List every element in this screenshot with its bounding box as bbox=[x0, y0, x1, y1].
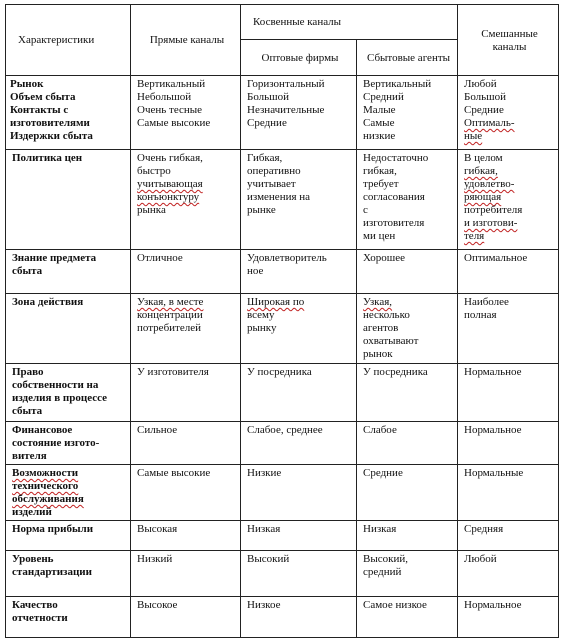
row-characteristic-cell bbox=[6, 465, 131, 521]
table-row bbox=[6, 364, 559, 422]
cell-text-line: изделий bbox=[12, 506, 52, 518]
cell-text-line: Большой bbox=[247, 91, 290, 103]
cell-agents bbox=[357, 250, 458, 294]
cell-text-line: Знание предмета bbox=[12, 252, 97, 264]
cell-text-line: Наиболее bbox=[464, 296, 509, 308]
cell-text-line: Средняя bbox=[464, 523, 504, 535]
row-characteristic-cell bbox=[6, 294, 131, 364]
cell-text-line: Большой bbox=[464, 91, 507, 103]
cell-mixed bbox=[458, 250, 559, 294]
cell-text-line: рынок bbox=[363, 348, 393, 360]
cell-text-line: Самое низкое bbox=[363, 599, 427, 611]
cell-text-line: конъюнктуру bbox=[137, 191, 200, 203]
cell-direct bbox=[131, 250, 241, 294]
cell-text-line: всему bbox=[247, 309, 275, 321]
cell-agents bbox=[357, 521, 458, 551]
cell-text-line: рынка bbox=[137, 204, 166, 216]
row-characteristic-cell bbox=[6, 250, 131, 294]
cell-agents bbox=[357, 364, 458, 422]
row-characteristic-cell bbox=[6, 364, 131, 422]
cell-text-line: Оптималь- bbox=[464, 117, 515, 129]
cell-text-line: Самые высокие bbox=[137, 117, 211, 129]
cell-wholesale bbox=[241, 150, 357, 250]
cell-text-line: Средний bbox=[363, 91, 404, 103]
cell-text-line: полная bbox=[464, 309, 497, 321]
cell-text-line: Гибкая, bbox=[247, 152, 283, 164]
cell-text-line: гибкая, bbox=[363, 165, 397, 177]
cell-text-line: средний bbox=[363, 566, 402, 578]
row-characteristic-cell bbox=[6, 551, 131, 597]
cell-text-line: Слабое, среднее bbox=[247, 424, 323, 436]
cell-agents bbox=[357, 597, 458, 638]
cell-text-line: Вертикальный bbox=[137, 78, 206, 90]
cell-text-line: Высокое bbox=[137, 599, 178, 611]
cell-text-line: Сильное bbox=[137, 424, 178, 436]
header-direct-channels: Прямые каналы bbox=[131, 5, 241, 76]
cell-text-line: Уровень bbox=[12, 553, 54, 565]
cell-text-line: изменения на bbox=[247, 191, 311, 203]
cell-text-line: ное bbox=[247, 265, 264, 277]
cell-text-line: сбыта bbox=[12, 265, 43, 277]
cell-mixed bbox=[458, 597, 559, 638]
table-row bbox=[6, 551, 559, 597]
cell-text-line: Узкая, bbox=[363, 296, 393, 308]
cell-text-line: Право bbox=[12, 366, 44, 378]
cell-mixed bbox=[458, 76, 559, 150]
cell-text-line: Нормальное bbox=[464, 366, 522, 378]
table-row bbox=[6, 521, 559, 551]
cell-text-line: Очень тесные bbox=[137, 104, 203, 116]
cell-text-line: Очень гибкая, bbox=[137, 152, 203, 164]
cell-text-line: ряющая bbox=[464, 191, 502, 203]
cell-text-line: Издержки сбыта bbox=[10, 130, 93, 142]
cell-text-line: Горизонтальный bbox=[247, 78, 325, 90]
cell-text-line: Средние bbox=[464, 104, 504, 116]
cell-text-line: состояние изгото- bbox=[12, 437, 100, 449]
cell-text-line: Узкая, в месте bbox=[137, 296, 204, 308]
cell-direct bbox=[131, 465, 241, 521]
cell-wholesale bbox=[241, 364, 357, 422]
cell-direct bbox=[131, 76, 241, 150]
header-mixed-channels: Смешанные каналы bbox=[458, 5, 559, 76]
cell-text-line: концентрации bbox=[137, 309, 203, 321]
cell-text-line: Качество bbox=[12, 599, 58, 611]
cell-text-line: Финансовое bbox=[12, 424, 73, 436]
cell-text-line: Средние bbox=[247, 117, 287, 129]
cell-text-line: Отличное bbox=[137, 252, 183, 264]
cell-text-line: Самые высокие bbox=[137, 467, 211, 479]
cell-text-line: Нормальные bbox=[464, 467, 524, 479]
cell-text-line: Средние bbox=[363, 467, 403, 479]
cell-text-line: несколько bbox=[363, 309, 410, 321]
cell-text-line: рынке bbox=[247, 204, 276, 216]
cell-mixed bbox=[458, 521, 559, 551]
cell-direct bbox=[131, 150, 241, 250]
cell-text-line: низкие bbox=[363, 130, 396, 142]
cell-agents bbox=[357, 150, 458, 250]
cell-text-line: отчетности bbox=[12, 612, 68, 624]
cell-text-line: Широкая по bbox=[247, 296, 305, 308]
cell-text-line: с bbox=[363, 204, 368, 216]
cell-wholesale bbox=[241, 76, 357, 150]
cell-text-line: ные bbox=[464, 130, 483, 142]
cell-text-line: Зона действия bbox=[12, 296, 84, 308]
cell-direct bbox=[131, 294, 241, 364]
cell-text-line: учитывающая bbox=[137, 178, 203, 190]
cell-text-line: Нормальное bbox=[464, 424, 522, 436]
cell-text-line: быстро bbox=[137, 165, 171, 177]
cell-text-line: Контакты с изготовителями bbox=[10, 104, 90, 129]
cell-wholesale bbox=[241, 465, 357, 521]
cell-mixed bbox=[458, 422, 559, 465]
cell-text-line: оперативно bbox=[247, 165, 301, 177]
cell-wholesale bbox=[241, 597, 357, 638]
cell-text-line: У изготовителя bbox=[137, 366, 209, 378]
cell-text-line: У посредника bbox=[363, 366, 428, 378]
cell-wholesale bbox=[241, 521, 357, 551]
cell-text-line: Хорошее bbox=[363, 252, 405, 264]
cell-text-line: потребителя bbox=[464, 204, 523, 216]
cell-agents bbox=[357, 551, 458, 597]
cell-text-line: теля bbox=[464, 230, 485, 242]
cell-text-line: и изготови- bbox=[464, 217, 518, 229]
cell-text-line: Вертикальный bbox=[363, 78, 432, 90]
cell-text-line: обслуживания bbox=[12, 493, 84, 505]
table-row bbox=[6, 76, 559, 150]
cell-text-line: Норма прибыли bbox=[12, 523, 94, 535]
cell-text-line: Низкая bbox=[247, 523, 281, 535]
cell-text-line: Нормальное bbox=[464, 599, 522, 611]
cell-direct bbox=[131, 364, 241, 422]
row-characteristic-cell bbox=[6, 422, 131, 465]
header-characteristics: Характеристики bbox=[6, 5, 131, 76]
cell-text-line: требует bbox=[363, 178, 399, 190]
cell-text-line: Низкие bbox=[247, 467, 282, 479]
table-row bbox=[6, 294, 559, 364]
cell-text-line: вителя bbox=[12, 450, 47, 462]
cell-direct bbox=[131, 422, 241, 465]
header-wholesale-firms: Оптовые фирмы bbox=[241, 40, 357, 76]
cell-text-line: Высокий bbox=[247, 553, 290, 565]
cell-text-line: агентов bbox=[363, 322, 399, 334]
table-row bbox=[6, 597, 559, 638]
cell-text-line: Незначительные bbox=[247, 104, 325, 116]
header-sales-agents: Сбытовые агенты bbox=[357, 40, 458, 76]
row-characteristic-cell bbox=[6, 150, 131, 250]
cell-mixed bbox=[458, 364, 559, 422]
cell-text-line: стандартизации bbox=[12, 566, 92, 578]
cell-text-line: Политика цен bbox=[12, 152, 83, 164]
cell-direct bbox=[131, 521, 241, 551]
cell-text-line: Оптимальное bbox=[464, 252, 528, 264]
header-indirect-channels: Косвенные каналы bbox=[241, 5, 458, 40]
cell-wholesale bbox=[241, 551, 357, 597]
cell-mixed bbox=[458, 150, 559, 250]
cell-text-line: удовлетво- bbox=[464, 178, 515, 190]
cell-text-line: изготовителя bbox=[363, 217, 425, 229]
table-row bbox=[6, 150, 559, 250]
table-row bbox=[6, 422, 559, 465]
cell-agents bbox=[357, 422, 458, 465]
cell-text-line: рынку bbox=[247, 322, 277, 334]
table-row bbox=[6, 465, 559, 521]
cell-direct bbox=[131, 551, 241, 597]
cell-text-line: сбыта bbox=[12, 405, 43, 417]
cell-text-line: Любой bbox=[464, 553, 497, 565]
cell-text-line: Объем сбыта bbox=[10, 91, 76, 103]
cell-text-line: Небольшой bbox=[137, 91, 192, 103]
cell-agents bbox=[357, 294, 458, 364]
cell-mixed bbox=[458, 551, 559, 597]
cell-text-line: изделия в процессе bbox=[12, 392, 107, 404]
cell-text-line: охватывают bbox=[363, 335, 419, 347]
cell-text-line: ми цен bbox=[363, 230, 396, 242]
cell-direct bbox=[131, 597, 241, 638]
cell-text-line: Удовлетворитель bbox=[247, 252, 327, 264]
table-row bbox=[6, 250, 559, 294]
cell-text-line: Низкий bbox=[137, 553, 173, 565]
cell-text-line: гибкая, bbox=[464, 165, 498, 177]
cell-text-line: потребителей bbox=[137, 322, 201, 334]
cell-text-line: Возможности bbox=[12, 467, 79, 479]
cell-text-line: Самые bbox=[363, 117, 395, 129]
cell-text-line: В целом bbox=[464, 152, 503, 164]
cell-agents bbox=[357, 465, 458, 521]
cell-text-line: технического bbox=[12, 480, 79, 492]
cell-text-line: Недостаточно bbox=[363, 152, 429, 164]
cell-wholesale bbox=[241, 294, 357, 364]
cell-text-line: учитывает bbox=[247, 178, 296, 190]
cell-text-line: Любой bbox=[464, 78, 497, 90]
cell-text-line: У посредника bbox=[247, 366, 312, 378]
cell-text-line: Рынок bbox=[10, 78, 44, 90]
cell-agents bbox=[357, 76, 458, 150]
cell-text-line: Слабое bbox=[363, 424, 397, 436]
cell-text-line: Малые bbox=[363, 104, 396, 116]
cell-wholesale bbox=[241, 422, 357, 465]
cell-text-line: Низкая bbox=[363, 523, 397, 535]
cell-text-line: собственности на bbox=[12, 379, 99, 391]
row-characteristic-cell bbox=[6, 597, 131, 638]
row-characteristic-cell bbox=[6, 76, 131, 150]
cell-text-line: Высокая bbox=[137, 523, 178, 535]
cell-wholesale bbox=[241, 250, 357, 294]
row-characteristic-cell bbox=[6, 521, 131, 551]
cell-text-line: согласования bbox=[363, 191, 425, 203]
cell-mixed bbox=[458, 294, 559, 364]
cell-text-line: Высокий, bbox=[363, 553, 408, 565]
cell-text-line: Низкое bbox=[247, 599, 281, 611]
distribution-channels-table bbox=[5, 4, 559, 638]
cell-mixed bbox=[458, 465, 559, 521]
